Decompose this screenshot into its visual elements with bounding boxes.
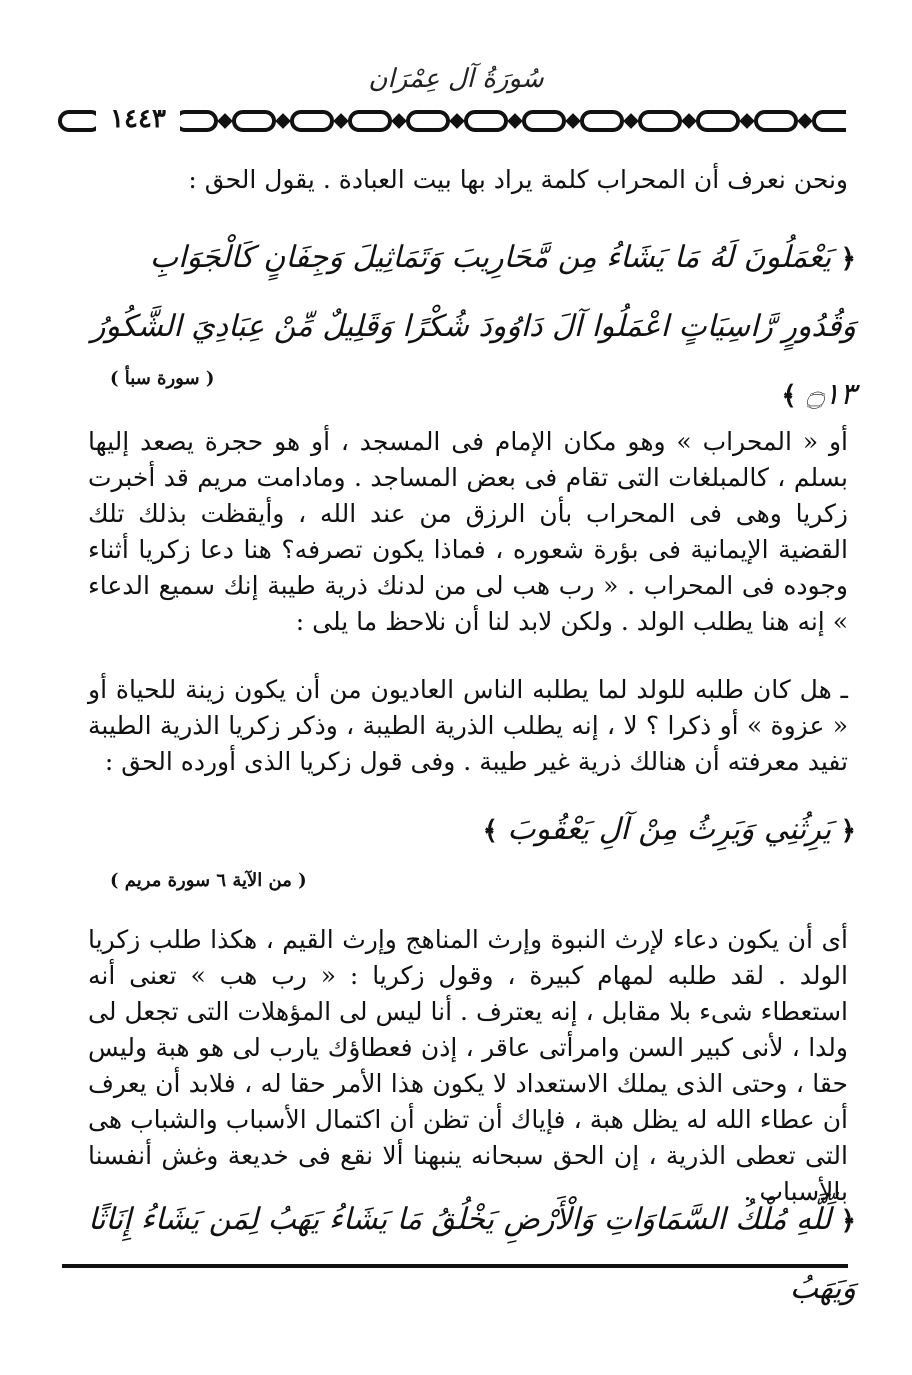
chain-link <box>234 112 274 130</box>
verse-close-bracket: ﴾ <box>781 381 797 411</box>
footer-rule <box>62 1264 848 1268</box>
paragraph-3: ـ هل كان طلبه للولد لما يطلبه الناس العاديون من أن يكون زينة للحياة أو « عزوة » أو ذكرا ؟ لا ، إنه يطلب الذرية الطيبة ، وذكر زكريا الذرية الطيبة تفيد معرفته أن هنالك ذرية غير طيبة . وفى قول زكريا الذى أورده الحق : <box>88 675 848 776</box>
paragraph-1: ونحن نعرف أن المحراب كلمة يراد بها بيت العبادة . يقول الحق : <box>188 165 848 194</box>
chain-diamond <box>394 116 404 126</box>
chain-diamond <box>278 116 288 126</box>
surah-title: سُورَةُ آل عِمْرَان <box>368 64 544 94</box>
verse-open-bracket: ﴿ <box>840 244 856 274</box>
verse-open-bracket: ﴿ <box>840 1206 856 1236</box>
chain-link <box>408 112 448 130</box>
chain-link <box>350 112 390 130</box>
verse-2-text: يَرِثُنِي وَيَرِثُ مِنْ آلِ يَعْقُوبَ <box>507 812 832 847</box>
verse-close-bracket: ﴾ <box>482 816 498 846</box>
verse-3-text: لِّلَّهِ مُلْكُ السَّمَاوَاتِ وَالْأَرْضِ يَخْلُقُ مَا يَشَاءُ يَهَبُ لِمَن يَشَاءُ إِنَاثًا وَيَهَبُ <box>88 1202 856 1306</box>
verse-number: ۝١٣ <box>806 377 856 412</box>
chain-link <box>756 112 796 130</box>
chain-diamond <box>510 116 520 126</box>
quran-verse-1 <box>76 224 856 430</box>
chain-diamond <box>336 116 346 126</box>
verse-1-text: يَعْمَلُونَ لَهُ مَا يَشَاءُ مِن مَّحَارِيبَ وَتَمَاثِيلَ وَجِفَانٍ كَالْجَوَابِ وَقُدُورٍ رَّاسِيَاتٍ اعْمَلُوا آلَ دَاوُودَ شُكْرًا وَقَلِيلٌ مِّنْ عِبَادِيَ الشَّكُورُ <box>90 240 856 344</box>
verse-reference-1: ( سورة سبأ ) <box>110 368 215 389</box>
chain-diamond <box>684 116 694 126</box>
chain-diamond <box>568 116 578 126</box>
chain-link <box>640 112 680 130</box>
chain-diamond <box>220 116 230 126</box>
chain-link <box>524 112 564 130</box>
chain-link <box>814 112 846 130</box>
chain-link <box>292 112 332 130</box>
chain-diamond <box>626 116 636 126</box>
paragraph-4: أى أن يكون دعاء لإرث النبوة وإرث المناهج وإرث القيم ، هكذا طلب زكريا الولد . لقد طلبه لمهام كبيرة ، وقول زكريا : « رب هب » تعنى أنه استعطاء شىء بلا مقابل ، إنه يعترف . أنا ليس لى المؤهلات التى تجعل لى ولدا ، لأنى كبير السن وامرأتى عاقر ، إذن فعطاؤك يارب لى هو هبة وليس حقا ، وحتى الذى يملك الاستعداد لا يكون هذا الأمر حقا له ، فلابد أن يعرف أن عطاء الله له يظل هبة ، فإياك أن تظن أن اكتمال الأسباب والشباب هى التى تعطى الذرية ، إن الحق سبحانه ينبهنا ألا نقع فى خديعة وغش أنفسنا بالأسباب . <box>88 925 849 1206</box>
chain-link <box>176 112 216 130</box>
chain-link <box>582 112 622 130</box>
chain-diamond <box>800 116 810 126</box>
paragraph-2: أو « المحراب » وهو مكان الإمام فى المسجد ، أو هو حجرة يصعد إليها بسلم ، كالمبلغات التى تقام فى بعض المساجد . ومادامت مريم قد أخبرت زكريا وهى فى المحراب بأن الرزق من عند الله ، وأيقظت بذلك تلك القضية الإيمانية فى بؤرة شعوره ، فماذا يكون تصرفه؟ هنا دعا زكريا أثناء وجوده فى المحراب . « رب هب لى من لدنك ذرية طيبة إنك سميع الدعاء » إنه هنا يطلب الولد . ولكن لابد لنا أن نلاحظ ما يلى : <box>88 427 848 636</box>
page-number: ١٤٤٣ <box>96 106 180 132</box>
verse-open-bracket: ﴿ <box>840 816 856 846</box>
chain-link <box>698 112 738 130</box>
chain-link <box>466 112 506 130</box>
quran-verse-3 <box>76 1186 856 1323</box>
chain-diamond <box>452 116 462 126</box>
quran-verse-2 <box>76 796 856 865</box>
chain-link <box>60 112 100 130</box>
chain-diamond <box>742 116 752 126</box>
verse-reference-2: ( من الآية ٦ سورة مريم ) <box>110 870 307 891</box>
